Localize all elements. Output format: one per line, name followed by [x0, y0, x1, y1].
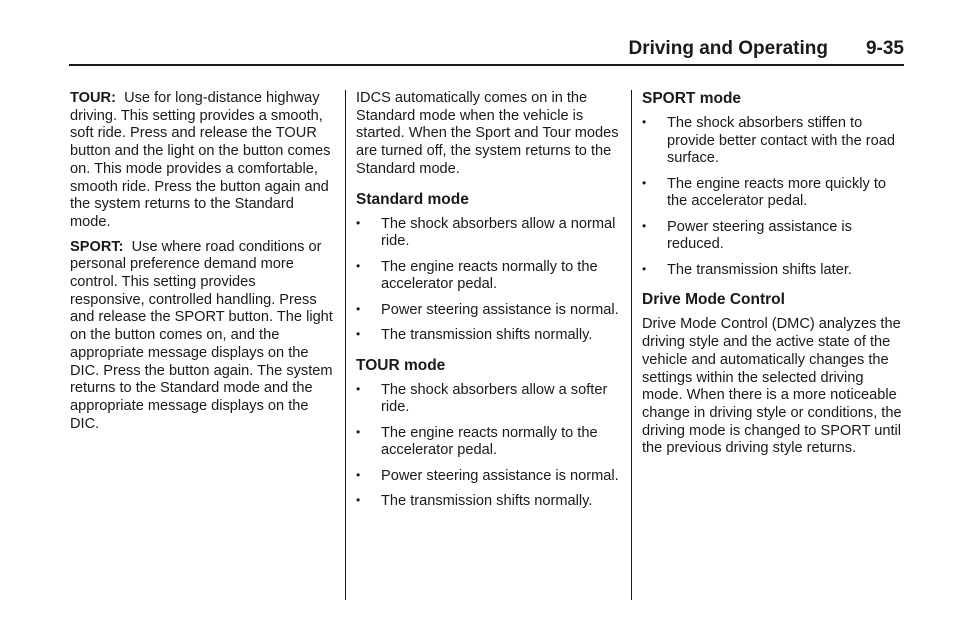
bullet: •	[356, 424, 361, 439]
bullet: •	[356, 326, 361, 341]
list-item: • The engine reacts normally to the accelerator pedal.	[356, 258, 598, 293]
drive-mode-control-text: Drive Mode Control (DMC) analyzes the driving style and the active state of the vehicle and automatically changes the settings within the selected driving mode. When there is a more noticeable change in driving style or conditions, the driving mode is changed to SPORT until the previous driving style returns.	[642, 316, 902, 457]
sport-mode-list	[642, 115, 906, 279]
column-divider	[631, 90, 632, 600]
sport-lead: SPORT:	[70, 238, 124, 255]
list-item: • The shock absorbers stiffen to provide better contact with the road surface.	[642, 115, 895, 167]
bullet: •	[356, 467, 361, 482]
tour-text: Use for long-distance highway driving. This setting provides a smooth, soft ride. Press and release the TOUR button and the light on the button comes on. This mode provides a comfortable, smooth ride. Press the button again and the system returns to the Standard mode.	[70, 90, 331, 230]
list-item: • The transmission shifts normally.	[356, 326, 593, 343]
page-header	[69, 36, 904, 66]
bullet: •	[642, 115, 647, 129]
column-middle	[356, 90, 620, 518]
drive-mode-control-heading: Drive Mode Control	[642, 291, 785, 309]
standard-mode-list	[356, 216, 620, 345]
bullet: •	[356, 301, 361, 316]
list-item: • The transmission shifts later.	[642, 261, 852, 278]
tour-paragraph	[70, 90, 334, 232]
list-item: • The engine reacts more quickly to the accelerator pedal.	[642, 175, 887, 210]
tour-mode-list	[356, 382, 620, 511]
page-number: 9-35	[865, 38, 904, 59]
list-item: • The shock absorbers allow a normal ride.	[356, 215, 616, 250]
bullet: •	[356, 381, 361, 396]
sport-mode-heading: SPORT mode	[642, 90, 742, 107]
section-title: Driving and Operating	[628, 38, 828, 59]
bullet: •	[356, 492, 361, 507]
idcs-intro: IDCS automatically comes on in the Standard mode when the vehicle is started. When the Sport and Tour modes are turned off, the system returns to the Standard mode.	[356, 90, 619, 177]
tour-lead: TOUR:	[70, 90, 116, 106]
tour-mode-heading: TOUR mode	[356, 356, 446, 374]
column-divider	[345, 90, 346, 600]
bullet: •	[642, 175, 647, 190]
list-item: • Power steering assistance is reduced.	[642, 218, 852, 253]
sport-text: Use where road conditions or personal preference demand more control. This setting provides responsive, controlled handling. Press and release the SPORT button. The light on the button comes on, and the appropriate message displays on the DIC. Press the button again. The system returns to the Standard mode and the appropriate message displays on the DIC.	[70, 238, 333, 432]
bullet: •	[356, 258, 361, 273]
column-left	[70, 90, 334, 440]
sport-paragraph	[70, 239, 334, 434]
list-item: • Power steering assistance is normal.	[356, 467, 619, 484]
list-item: • The shock absorbers allow a softer ride.	[356, 381, 608, 416]
list-item: • Power steering assistance is normal.	[356, 301, 619, 318]
column-right	[642, 90, 906, 465]
list-item: • The transmission shifts normally.	[356, 492, 593, 509]
bullet: •	[642, 261, 647, 276]
bullet: •	[356, 215, 361, 230]
bullet: •	[642, 218, 647, 233]
standard-mode-heading: Standard mode	[356, 190, 469, 208]
list-item: • The engine reacts normally to the accelerator pedal.	[356, 424, 598, 459]
